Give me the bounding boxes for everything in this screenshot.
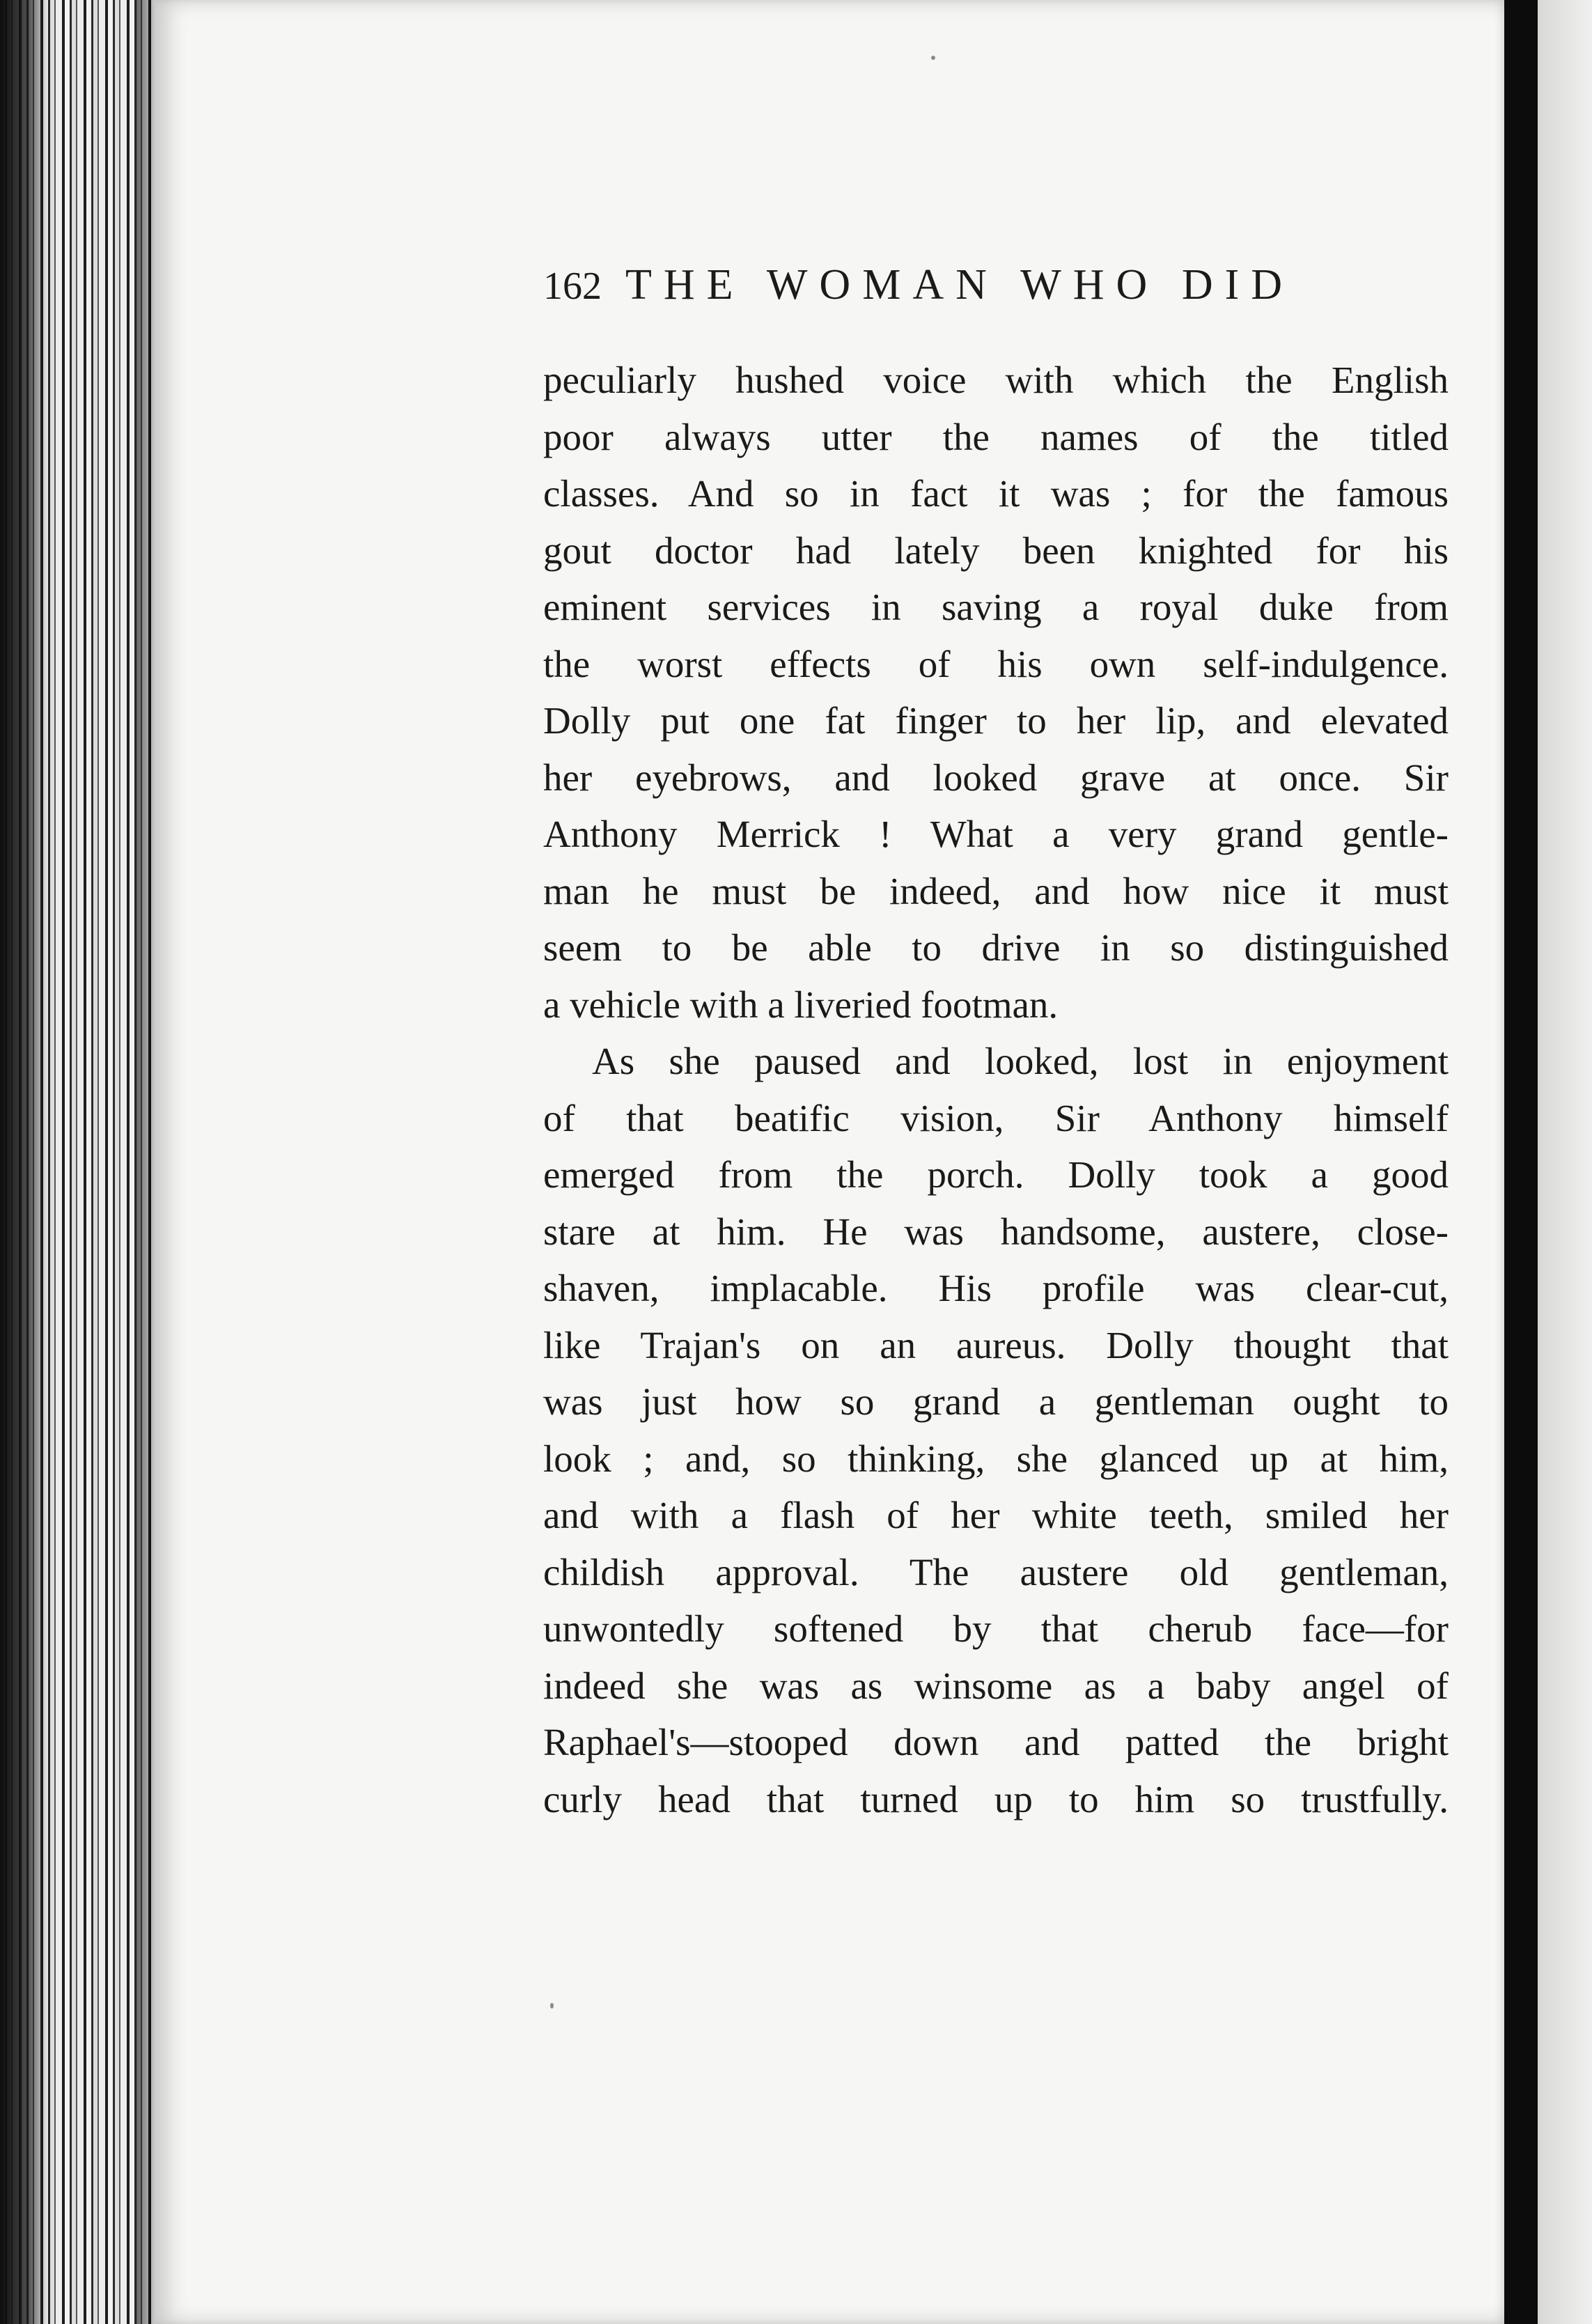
- paragraph-1: [543, 352, 1449, 1033]
- body-text: [543, 352, 1449, 1827]
- running-header: [543, 260, 1386, 323]
- text-line: curly head that turned up to him so trustfully.: [543, 1777, 1449, 1820]
- text-line: shaven, implacable. His profile was clear-cut,: [543, 1267, 1449, 1309]
- text-line: of that beatific vision, Sir Anthony himself: [543, 1096, 1449, 1139]
- gutter: [1504, 0, 1538, 2324]
- text-line: seem to be able to drive in so distinguished: [543, 926, 1449, 969]
- text-line: was just how so grand a gentleman ought to: [543, 1380, 1449, 1423]
- text-line: look ; and, so thinking, she glanced up at him,: [543, 1437, 1449, 1480]
- text-line: like Trajan's on an aureus. Dolly thought that: [543, 1323, 1449, 1366]
- facing-page-edge: [1538, 0, 1592, 2324]
- text-line: emerged from the porch. Dolly took a good: [543, 1153, 1449, 1196]
- text-line: poor always utter the names of the titled: [543, 415, 1449, 458]
- text-line: man he must be indeed, and how nice it must: [543, 869, 1449, 912]
- text-line: classes. And so in fact it was ; for the famous: [543, 472, 1449, 515]
- text-line: unwontedly softened by that cherub face—for: [543, 1607, 1449, 1650]
- text-line: As she paused and looked, lost in enjoyment: [592, 1040, 1449, 1082]
- paper-speck: [550, 2003, 554, 2009]
- text-line: stare at him. He was handsome, austere, close-: [543, 1210, 1449, 1253]
- running-title: THE WOMAN WHO DID: [625, 261, 1295, 309]
- page-number: 162: [543, 265, 602, 308]
- text-line: a vehicle with a liveried footman.: [543, 983, 1059, 1026]
- text-line: Anthony Merrick ! What a very grand gentle-: [543, 813, 1449, 855]
- paragraph-2: [543, 1033, 1449, 1827]
- text-line: gout doctor had lately been knighted for his: [543, 529, 1449, 572]
- text-line: Dolly put one fat finger to her lip, and elevated: [543, 699, 1449, 742]
- text-line: eminent services in saving a royal duke from: [543, 586, 1449, 628]
- text-line: the worst effects of his own self-indulgence.: [543, 642, 1449, 685]
- text-line: and with a flash of her white teeth, smiled her: [543, 1494, 1449, 1536]
- paper-speck: [931, 56, 935, 60]
- text-line: indeed she was as winsome as a baby angel of: [543, 1664, 1449, 1707]
- text-line: Raphael's—stooped down and patted the bright: [543, 1721, 1449, 1763]
- text-line: peculiarly hushed voice with which the English: [543, 359, 1449, 401]
- text-line: her eyebrows, and looked grave at once. Sir: [543, 756, 1449, 799]
- text-line: childish approval. The austere old gentleman,: [543, 1550, 1449, 1593]
